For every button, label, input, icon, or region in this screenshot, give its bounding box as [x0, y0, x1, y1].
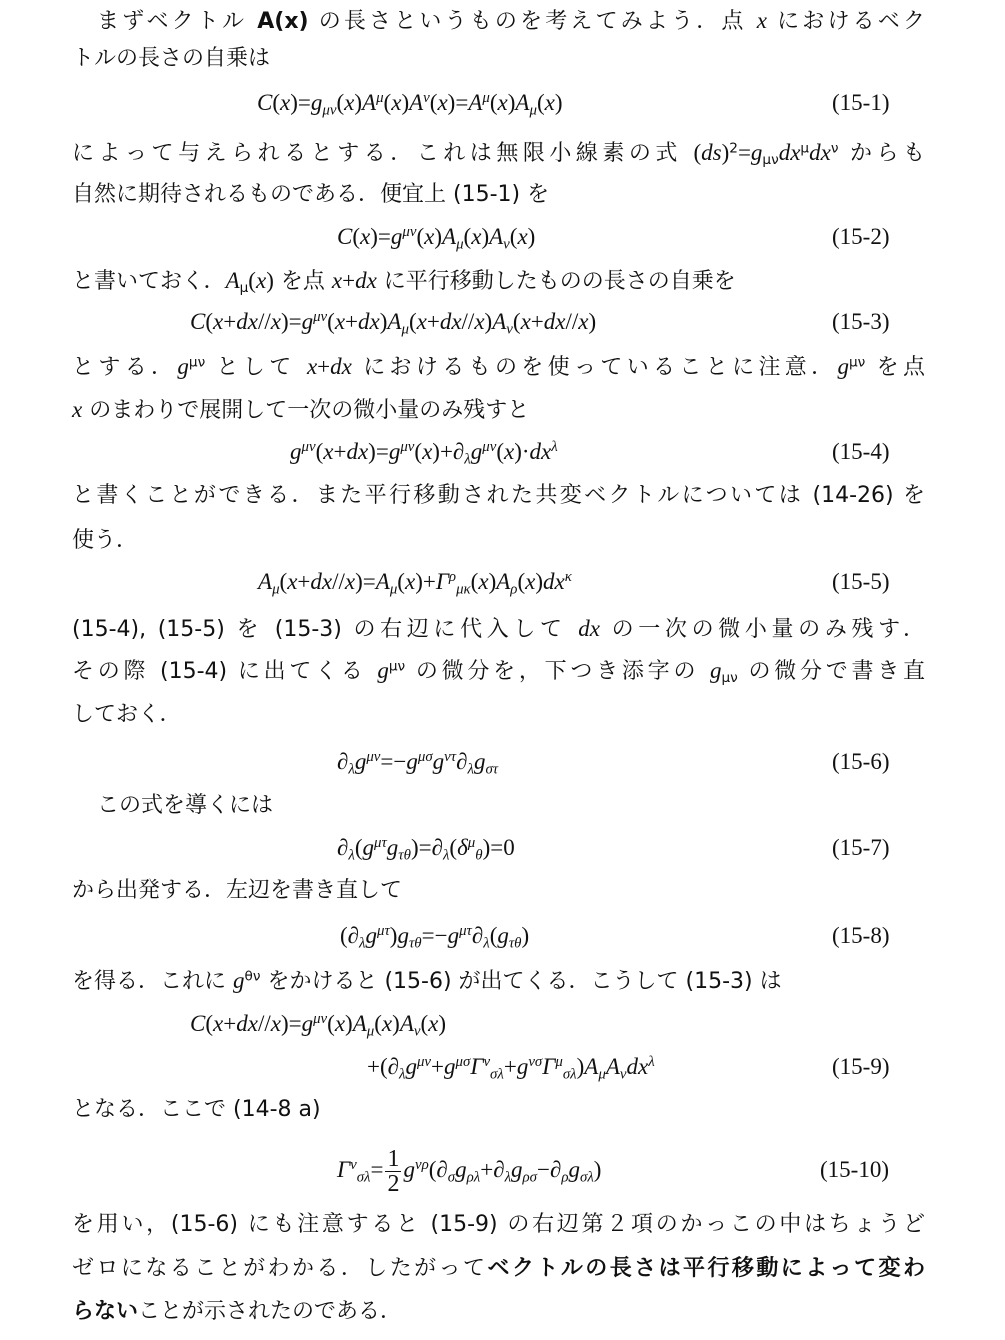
bold-text: ベクトルの長さは平行移動によって変わ: [487, 1256, 925, 1281]
equation-number: (15-8): [832, 923, 890, 948]
subscript: ρλ: [466, 1169, 481, 1186]
equation-15-9-line2: [367, 1052, 655, 1082]
text-line: この式を導くには: [97, 793, 274, 818]
math: )=∂: [410, 835, 443, 860]
superscript: ρ: [448, 568, 457, 585]
text-line: x のまわりで展開して一次の微小量のみ残すと: [72, 397, 530, 423]
superscript: λ: [551, 438, 558, 455]
subscript: τθ: [508, 935, 522, 952]
math: g: [568, 1157, 580, 1182]
subscript: μν: [762, 152, 779, 168]
subscript: σλ: [580, 1169, 594, 1186]
subscript: λ: [504, 1169, 512, 1186]
subscript: μ: [456, 236, 464, 253]
text-line: らないことが示されたのである．: [72, 1299, 403, 1324]
math: )A: [576, 1054, 599, 1079]
math: =−g: [421, 923, 460, 948]
math: g: [290, 439, 302, 464]
equation-15-9-line1: [190, 1009, 446, 1039]
math: (x): [248, 268, 274, 293]
math: A: [258, 569, 273, 594]
subscript: τθ: [408, 935, 422, 952]
math: =−g: [380, 749, 418, 774]
text-line: 自然に期待されるものである．便宜上 (15-1) を: [72, 182, 550, 207]
equation-number: (15-5): [832, 569, 890, 594]
bold-text: らない: [72, 1299, 139, 1324]
fraction: [385, 1147, 401, 1196]
superscript: μν: [400, 438, 415, 455]
math: dx: [809, 140, 831, 165]
equation-number: (15-4): [832, 439, 890, 464]
subscript: μν: [322, 102, 337, 119]
math: g: [354, 749, 367, 774]
math: (x+dx//x): [512, 309, 597, 334]
text-line: から出発する．左辺を書き直して: [72, 878, 403, 903]
equation-number: (15-1): [832, 90, 890, 115]
subscript: μ: [389, 581, 398, 598]
superscript: λ: [648, 1053, 655, 1070]
math: (g: [489, 923, 509, 948]
superscript: μτ: [374, 834, 387, 851]
subscript: ν: [503, 236, 510, 253]
subscript: ν: [413, 1023, 421, 1040]
math: ): [521, 923, 530, 948]
math: (x): [509, 224, 536, 249]
math: dx: [626, 1054, 649, 1079]
subscript: λ: [442, 847, 450, 864]
superscript: κ: [564, 568, 572, 585]
math: (x+dx//x)A: [408, 309, 507, 334]
math: dx: [778, 140, 801, 165]
math: (x)A: [327, 1011, 367, 1036]
text-line: によって与えられるとする．これは無限小線素の式 $(ds)^2=g_{\mu\nu}dx^\mu dx^\nu$ からも: [72, 140, 925, 168]
math: g: [455, 1157, 467, 1182]
math: +g: [503, 1054, 529, 1079]
math: g: [837, 354, 850, 379]
subscript: ρ: [510, 581, 518, 598]
superscript: 2: [729, 140, 738, 157]
math: (x)A: [416, 224, 457, 249]
math: (x)dx: [517, 569, 565, 594]
fraction-numerator: 1: [387, 1145, 400, 1172]
superscript: μν: [301, 438, 316, 455]
superscript: μ: [482, 89, 490, 106]
math: C(x+dx//x)=g: [190, 1011, 314, 1036]
math: =g: [737, 140, 763, 165]
subscript: σλ: [562, 1066, 577, 1083]
subscript: ρ: [561, 1169, 569, 1186]
math: (x)A: [336, 90, 377, 115]
math: x+dx: [306, 354, 352, 379]
equation-15-4: [290, 437, 558, 467]
math: Γ: [470, 1054, 484, 1079]
math: +∂: [480, 1157, 505, 1182]
superscript: ν: [483, 1053, 491, 1070]
math: (ds): [693, 140, 730, 165]
text-line: しておく．: [72, 702, 182, 727]
math: ∂: [471, 923, 484, 948]
math: g: [377, 658, 389, 683]
superscript: μ: [800, 140, 810, 157]
math: (∂: [340, 923, 360, 948]
math: A: [225, 268, 240, 293]
math: g: [473, 749, 486, 774]
math: x: [72, 397, 83, 422]
math: +g: [431, 1054, 456, 1079]
subscript: σλ: [490, 1066, 504, 1083]
subscript: λ: [348, 847, 355, 864]
superscript: μν: [313, 308, 328, 325]
math: −∂: [537, 1157, 562, 1182]
superscript: μν: [313, 1010, 328, 1027]
math: g: [470, 439, 483, 464]
math: =: [370, 1157, 384, 1182]
subscript: ν: [506, 321, 513, 338]
superscript: ντ: [444, 748, 457, 765]
superscript: ν: [423, 89, 430, 106]
math: x+dx: [331, 268, 377, 293]
subscript: μ: [401, 321, 409, 338]
equation-15-1: [257, 88, 563, 118]
math: x: [756, 8, 767, 33]
text-line: を得る．これに $g^{\theta\nu}$ をかけると (15-6) が出てくる．こうして (15-3) は: [72, 968, 782, 994]
math: g: [511, 1157, 523, 1182]
math: )g: [389, 923, 409, 948]
bold-text: A(x): [257, 9, 309, 34]
subscript: στ: [485, 761, 499, 778]
subscript: σ: [447, 1169, 456, 1186]
math: C(x)=g: [257, 90, 323, 115]
math: (x)+Γ: [397, 569, 449, 594]
equation-rhs: [403, 1156, 602, 1186]
math: g: [386, 835, 399, 860]
equation-15-7: [337, 833, 515, 863]
superscript: ν: [350, 1156, 357, 1173]
subscript: λ: [483, 935, 490, 952]
superscript: μν: [849, 354, 866, 371]
equation-15-6: [337, 747, 498, 777]
text-line: となる．ここで (14-8 a): [72, 1097, 321, 1122]
math: Γ: [337, 1157, 351, 1182]
math: )=0: [482, 835, 515, 860]
superscript: μσ: [455, 1053, 471, 1070]
math: ∂: [337, 749, 349, 774]
subscript: μ: [366, 1023, 375, 1040]
text-line: と書くことができる．また平行移動された共変ベクトルについては (14-26) を: [72, 483, 925, 508]
superscript: μν: [482, 438, 497, 455]
text-line: (15-4), (15-5) を (15-3) の右辺に代入して dx の一次の微小量のみ残す．: [72, 616, 925, 642]
text-line: 使う．: [72, 528, 139, 553]
superscript: ν: [830, 140, 839, 157]
math: (x)+∂: [414, 439, 465, 464]
math: g: [709, 658, 722, 683]
text-line: ゼロになることがわかる．したがってベクトルの長さは平行移動によって変わ: [72, 1256, 925, 1281]
math: +(∂: [367, 1054, 400, 1079]
math: (x)A: [463, 224, 504, 249]
subscript: ν: [619, 1066, 627, 1083]
subscript: λ: [348, 761, 355, 778]
superscript: μν: [416, 1053, 432, 1070]
subscript: θ: [475, 847, 483, 864]
subscript: λ: [467, 761, 474, 778]
text-line: を用い，(15-6) にも注意すると (15-9) の右辺第２項のかっこの中はちょうど: [72, 1212, 925, 1237]
math: (x)=A: [429, 90, 483, 115]
superscript: μ: [555, 1053, 563, 1070]
superscript: μσ: [417, 748, 433, 765]
math: g: [403, 1157, 415, 1182]
math: (∂: [428, 1157, 448, 1182]
equation-15-3: [190, 307, 596, 337]
math: (x)A: [383, 90, 424, 115]
superscript: μν: [388, 658, 406, 675]
equation-lhs: [337, 1156, 384, 1186]
math: (x)A: [470, 569, 511, 594]
text-line: トルの長さの自乗は: [72, 46, 271, 71]
math: Γ: [542, 1054, 556, 1079]
math: ∂: [337, 835, 349, 860]
text-line: その際 (15-4) に出てくる $g^{\mu\nu}$ の微分を，下つき添字の $g_{\mu\nu}$ の微分で書き直: [72, 658, 925, 686]
equation-number: (15-7): [832, 835, 890, 860]
math: ): [593, 1157, 602, 1182]
subscript: λ: [399, 1066, 406, 1083]
math: g: [177, 354, 189, 379]
subscript: μκ: [456, 581, 471, 598]
math: C(x)=g: [337, 224, 403, 249]
equation-number: (15-6): [832, 749, 890, 774]
equation-15-2: [337, 222, 535, 252]
math: (x+dx//x)=A: [279, 569, 390, 594]
math: (x)A: [489, 90, 530, 115]
subscript: μ: [272, 581, 280, 598]
fraction-denominator: 2: [387, 1170, 400, 1197]
math: (x+dx)A: [327, 309, 402, 334]
equation-number: (15-10): [820, 1157, 889, 1182]
superscript: νσ: [528, 1053, 543, 1070]
equation-15-5: [258, 567, 572, 597]
math: g: [432, 749, 445, 774]
math: ∂: [456, 749, 468, 774]
subscript: σλ: [356, 1169, 371, 1186]
subscript: λ: [464, 451, 471, 468]
equation-15-10: [337, 1140, 601, 1200]
subscript: λ: [359, 935, 366, 952]
superscript: μ: [376, 89, 384, 106]
superscript: μτ: [459, 922, 472, 939]
math: (x): [536, 90, 563, 115]
subscript: μ: [598, 1066, 606, 1083]
math: g: [405, 1054, 417, 1079]
math: C(x+dx//x)=g: [190, 309, 314, 334]
superscript: μ: [467, 834, 476, 851]
equation-number: (15-3): [832, 309, 890, 334]
text-line: と書いておく．$A_\mu(x)$ を点 x+dx に平行移動したものの長さの自乗を: [72, 268, 736, 297]
math: g: [365, 923, 377, 948]
subscript: ρσ: [522, 1169, 537, 1186]
math: A: [605, 1054, 620, 1079]
equation-15-8: [340, 921, 529, 951]
math: (x)·dx: [496, 439, 552, 464]
equation-number: (15-2): [832, 224, 890, 249]
math: (δ: [449, 835, 468, 860]
superscript: μν: [366, 748, 381, 765]
subscript: τθ: [398, 847, 411, 864]
equation-number: (15-9): [832, 1054, 890, 1079]
superscript: μν: [402, 223, 417, 240]
math: dx: [578, 616, 601, 641]
superscript: νρ: [414, 1156, 429, 1173]
math: (g: [354, 835, 374, 860]
text-line: まずベクトル A(x) の長さというものを考えてみよう．点 x におけるベク: [97, 8, 925, 34]
math: (x): [420, 1011, 447, 1036]
math: (x+dx)=g: [315, 439, 401, 464]
subscript: μν: [721, 670, 738, 686]
superscript: μτ: [377, 922, 390, 939]
subscript: μ: [239, 280, 249, 297]
subscript: μ: [529, 102, 537, 119]
text-line: とする．$g^{\mu\nu}$ として x+dx におけるものを使っていることに注意．$g^{\mu\nu}$ を点: [72, 354, 925, 380]
superscript: μν: [188, 354, 206, 371]
superscript: θν: [244, 968, 261, 985]
math: g: [233, 968, 245, 993]
math: (x)A: [374, 1011, 414, 1036]
